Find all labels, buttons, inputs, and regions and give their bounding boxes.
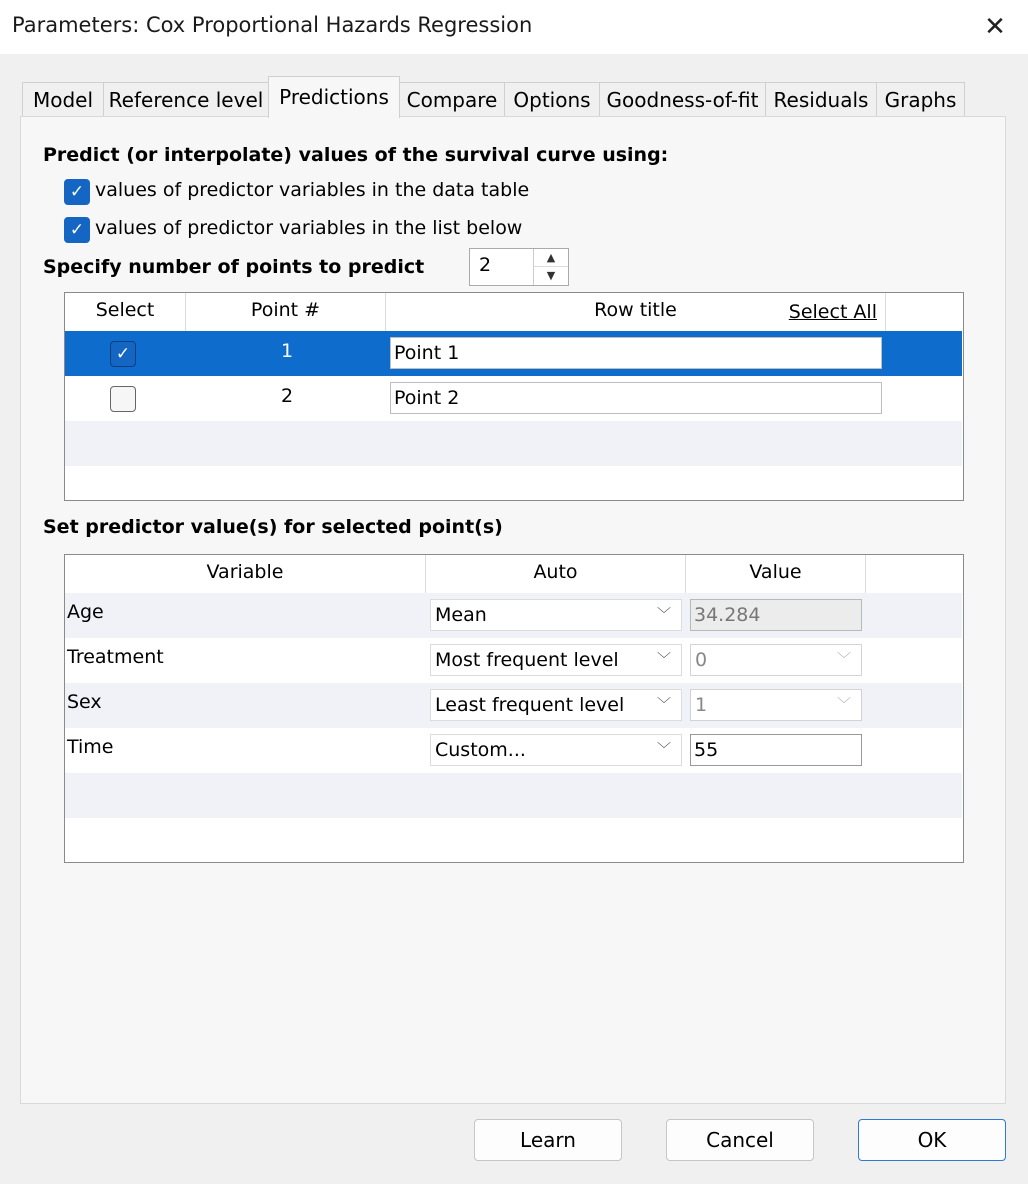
- row-title-input[interactable]: Point 1: [390, 337, 882, 369]
- empty-row: [65, 421, 962, 466]
- auto-dropdown-value: Custom...: [435, 739, 526, 761]
- chevron-down-icon: ﹀: [657, 742, 671, 758]
- cancel-button[interactable]: Cancel: [666, 1119, 814, 1161]
- value-dropdown: [690, 644, 862, 676]
- learn-button[interactable]: Learn: [474, 1119, 622, 1161]
- value-dropdown-value: 0: [695, 649, 708, 671]
- window-title: Parameters: Cox Proportional Hazards Regression: [12, 13, 533, 37]
- table-row: [65, 593, 962, 638]
- tab-predictions[interactable]: Predictions: [268, 76, 400, 118]
- ok-button[interactable]: OK: [858, 1119, 1006, 1161]
- tab-model[interactable]: Model: [22, 82, 104, 117]
- tab-goodness-of-fit[interactable]: Goodness-of-fit: [599, 82, 766, 117]
- predictor-heading: Set predictor value(s) for selected point(s): [43, 516, 503, 538]
- table-row: [65, 638, 962, 683]
- tab-residuals[interactable]: Residuals: [765, 82, 877, 117]
- chevron-down-icon: ﹀: [657, 607, 671, 623]
- predictor-table: [64, 554, 964, 863]
- row-select-checkbox[interactable]: [110, 386, 136, 412]
- col-select: Select: [65, 293, 186, 331]
- point-number: 1: [281, 340, 294, 362]
- chevron-down-icon: ﹀: [837, 697, 851, 713]
- auto-dropdown-value: Least frequent level: [435, 694, 625, 716]
- variable-name: Time: [67, 736, 114, 758]
- tab-reference-level[interactable]: Reference level: [103, 82, 269, 117]
- checkbox-list-below[interactable]: ✓: [64, 217, 90, 243]
- col-variable: Variable: [65, 555, 426, 593]
- point-number: 2: [281, 385, 294, 407]
- row-title-input[interactable]: Point 2: [390, 382, 882, 414]
- row-select-checkbox[interactable]: ✓: [110, 341, 136, 367]
- chevron-down-icon: ﹀: [657, 652, 671, 668]
- stepper-down-icon[interactable]: ▼: [546, 269, 556, 282]
- table-row: [65, 728, 962, 773]
- variable-name: Age: [67, 601, 104, 623]
- chevron-down-icon: ﹀: [837, 652, 851, 668]
- points-heading: Specify number of points to predict: [43, 256, 425, 278]
- auto-dropdown[interactable]: [430, 599, 682, 631]
- col-value: Value: [686, 555, 866, 593]
- variable-name: Sex: [67, 691, 102, 713]
- table-row[interactable]: [65, 376, 962, 421]
- tab-options[interactable]: Options: [504, 82, 600, 117]
- col-point-number: Point #: [186, 293, 386, 331]
- auto-dropdown[interactable]: [430, 734, 682, 766]
- title-bar: [0, 0, 1028, 54]
- select-all-link[interactable]: Select All: [788, 301, 877, 323]
- stepper-buttons: [533, 249, 568, 285]
- points-table: [64, 292, 964, 501]
- tab-graphs[interactable]: Graphs: [876, 82, 965, 117]
- table-row[interactable]: [65, 331, 962, 376]
- auto-dropdown[interactable]: [430, 644, 682, 676]
- value-input[interactable]: 55: [690, 734, 862, 766]
- option-list-below-label: values of predictor variables in the list below: [95, 217, 523, 239]
- option-data-table-label: values of predictor variables in the data table: [95, 179, 530, 201]
- auto-dropdown-value: Most frequent level: [435, 649, 619, 671]
- points-count-value[interactable]: 2: [479, 254, 492, 276]
- col-row-title: Row title: [386, 293, 886, 331]
- value-dropdown-value: 1: [695, 694, 708, 716]
- tab-compare[interactable]: Compare: [399, 82, 505, 117]
- chevron-down-icon: ﹀: [657, 697, 671, 713]
- checkbox-data-table[interactable]: ✓: [64, 179, 90, 205]
- stepper-up-icon[interactable]: ▲: [534, 249, 568, 267]
- auto-dropdown-value: Mean: [435, 604, 487, 626]
- empty-row: [65, 773, 962, 818]
- variable-name: Treatment: [67, 646, 164, 668]
- auto-dropdown[interactable]: [430, 689, 682, 721]
- table-row: [65, 683, 962, 728]
- value-field: 34.284: [690, 599, 862, 631]
- predict-heading: Predict (or interpolate) values of the survival curve using:: [43, 144, 669, 166]
- value-dropdown: [690, 689, 862, 721]
- col-auto: Auto: [426, 555, 686, 593]
- points-count-stepper[interactable]: [469, 248, 569, 286]
- close-icon[interactable]: ✕: [984, 12, 1006, 42]
